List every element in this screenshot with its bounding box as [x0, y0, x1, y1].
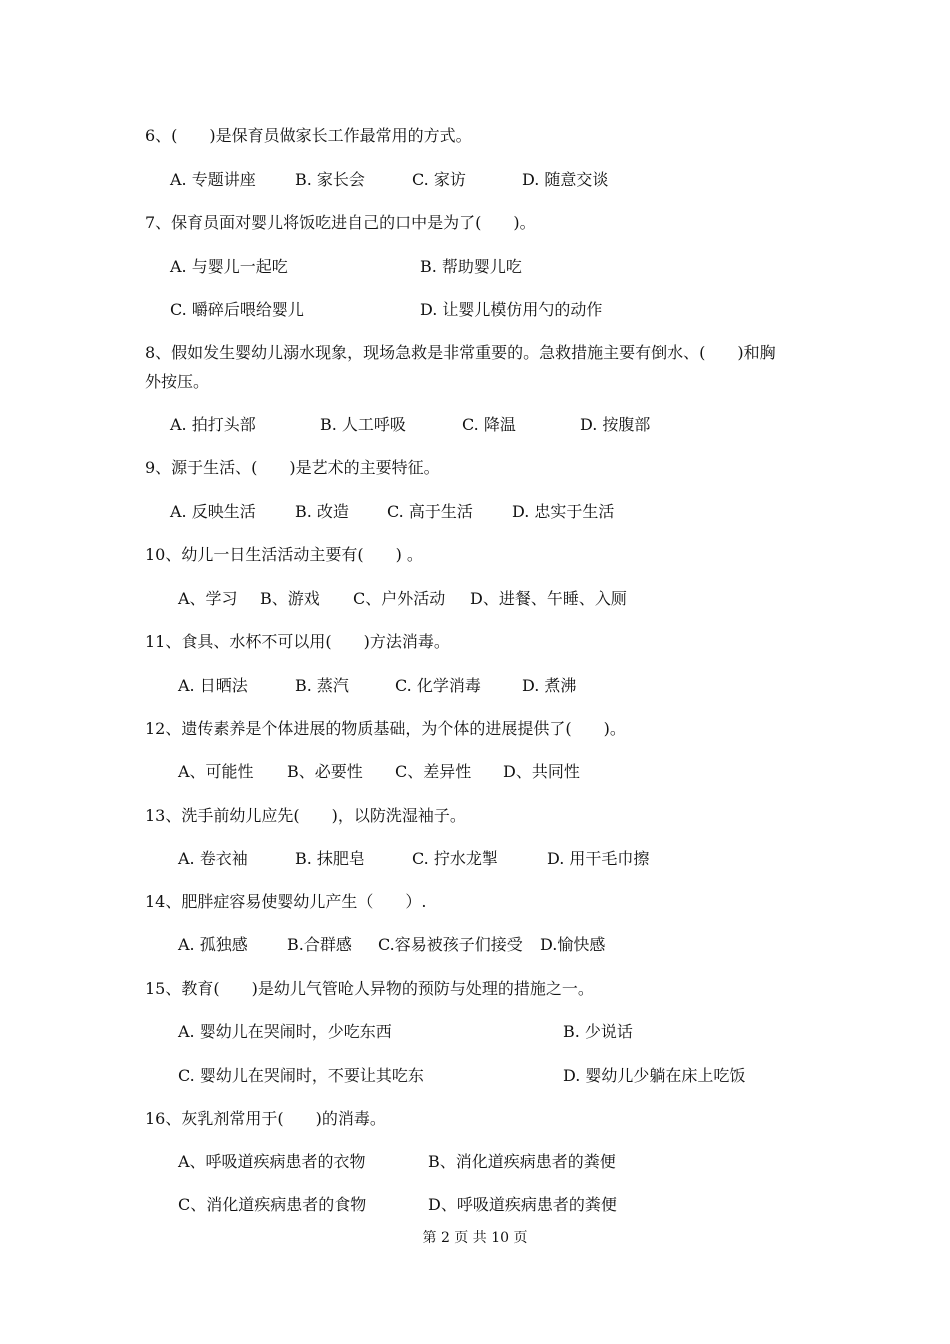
- question-8-stem-line2: 外按压。: [145, 372, 210, 391]
- question-15-option-c: C. 婴幼儿在哭闹时，不要让其吃东: [178, 1066, 424, 1085]
- question-8-option-a: A. 拍打头部: [170, 415, 256, 434]
- question-12-option-b: B、必要性: [287, 762, 363, 781]
- page-number-footer: 第 2 页 共 10 页: [422, 1230, 528, 1246]
- question-8-option-c: C. 降温: [462, 415, 516, 434]
- question-7-option-d: D. 让婴儿模仿用勺的动作: [420, 300, 603, 319]
- question-14-option-d: D.愉快感: [540, 935, 606, 954]
- question-13-option-d: D. 用干毛巾擦: [547, 849, 650, 868]
- question-11-option-a: A. 日晒法: [178, 676, 248, 695]
- question-15-option-b: B. 少说话: [563, 1022, 633, 1041]
- question-16-option-c: C、消化道疾病患者的食物: [178, 1195, 367, 1214]
- question-7-stem: 7、保育员面对婴儿将饭吃进自己的口中是为了( )。: [145, 213, 536, 232]
- question-9-option-b: B. 改造: [295, 502, 349, 521]
- question-8-option-b: B. 人工呼吸: [320, 415, 406, 434]
- question-15-stem: 15、教育( )是幼儿气管呛人异物的预防与处理的措施之一。: [145, 979, 594, 998]
- question-6-option-c: C. 家访: [412, 170, 466, 189]
- question-14-option-c: C.容易被孩子们接受: [378, 935, 523, 954]
- question-9-option-d: D. 忠实于生活: [512, 502, 615, 521]
- question-11-option-d: D. 煮沸: [522, 676, 577, 695]
- question-12-option-d: D、共同性: [503, 762, 580, 781]
- question-7-option-a: A. 与婴儿一起吃: [170, 257, 288, 276]
- question-9-option-a: A. 反映生活: [170, 502, 256, 521]
- question-12-option-c: C、差异性: [395, 762, 472, 781]
- question-14-option-a: A. 孤独感: [178, 935, 248, 954]
- question-11-option-b: B. 蒸汽: [295, 676, 349, 695]
- question-11-stem: 11、食具、水杯不可以用( )方法消毒。: [145, 632, 450, 651]
- question-16-option-b: B、消化道疾病患者的粪便: [428, 1152, 616, 1171]
- question-10-stem: 10、幼儿一日生活活动主要有( ) 。: [145, 545, 423, 564]
- question-6-option-b: B. 家长会: [295, 170, 365, 189]
- question-6-stem: 6、( )是保育员做家长工作最常用的方式。: [145, 126, 472, 145]
- question-16-stem: 16、灰乳剂常用于( )的消毒。: [145, 1109, 386, 1128]
- question-9-option-c: C. 高于生活: [387, 502, 473, 521]
- question-15-option-a: A. 婴幼儿在哭闹时，少吃东西: [178, 1022, 392, 1041]
- question-14-stem: 14、肥胖症容易使婴幼儿产生（ ）.: [145, 892, 427, 911]
- question-7-option-c: C. 嚼碎后喂给婴儿: [170, 300, 304, 319]
- question-13-stem: 13、洗手前幼儿应先( )，以防洗湿袖子。: [145, 806, 466, 825]
- question-8-option-d: D. 按腹部: [580, 415, 651, 434]
- question-10-option-b: B、游戏: [260, 589, 320, 608]
- question-10-option-a: A、学习: [178, 589, 238, 608]
- question-10-option-d: D、进餐、午睡、入厕: [470, 589, 627, 608]
- question-12-stem: 12、遗传素养是个体进展的物质基础，为个体的进展提供了( )。: [145, 719, 626, 738]
- question-9-stem: 9、源于生活、( )是艺术的主要特征。: [145, 458, 440, 477]
- question-16-option-a: A、呼吸道疾病患者的衣物: [178, 1152, 366, 1171]
- question-16-option-d: D、呼吸道疾病患者的粪便: [428, 1195, 617, 1214]
- question-13-option-a: A. 卷衣袖: [178, 849, 248, 868]
- question-8-stem-line1: 8、假如发生婴幼儿溺水现象，现场急救是非常重要的。急救措施主要有倒水、( )和胸: [145, 343, 776, 362]
- question-6-option-d: D. 随意交谈: [522, 170, 609, 189]
- question-15-option-d: D. 婴幼儿少躺在床上吃饭: [563, 1066, 746, 1085]
- question-13-option-c: C. 拧水龙掣: [412, 849, 498, 868]
- question-14-option-b: B.合群感: [287, 935, 352, 954]
- question-7-option-b: B. 帮助婴儿吃: [420, 257, 522, 276]
- question-6-option-a: A. 专题讲座: [170, 170, 256, 189]
- question-13-option-b: B. 抹肥皂: [295, 849, 365, 868]
- question-10-option-c: C、户外活动: [353, 589, 446, 608]
- question-11-option-c: C. 化学消毒: [395, 676, 481, 695]
- question-12-option-a: A、可能性: [178, 762, 254, 781]
